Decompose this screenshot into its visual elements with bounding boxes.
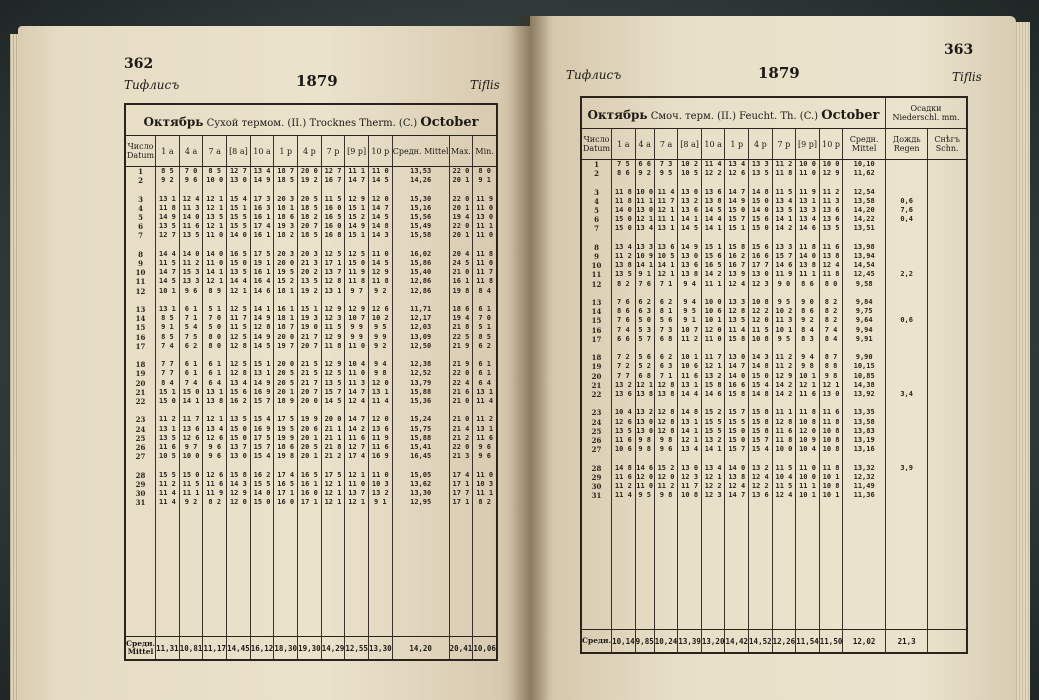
values-column: 8 5 10 0 12 1 12 1 13 5 12 1 11 0 14 0 11 0 14 1 12 1 8 9 5 1 7 0 5 0 8 0 8 0 6 1 6 1 6 4 13 1 13 8 12 1 13 4 12 6 9 6 9 6 12 6 11 6 11 9 8 2 [203, 167, 227, 637]
column-header: Средн. Mittel [843, 129, 886, 160]
title-description: Смоч. терм. (II.) Feucht. Th. (C.) [647, 110, 822, 122]
mean-value: 12,02 [843, 630, 886, 654]
year-heading: 1879 [758, 64, 800, 82]
mean-value: 13,30 [369, 637, 393, 661]
values-column: 11 2 11 8 11 5 13 4 13 5 14 1 14 2 13 3 15 7 14 6 11 9 9 0 9 5 10 2 11 3 10 1 9 5 11 2 11 2 12 9 14 2 14 2 11 1 12 8 11 6 11 8 10 0 11 5 10 4 11 5 12 4 [772, 160, 796, 630]
values-column: 12 7 16 7 11 5 16 0 16 5 16 0 16 8 12 5 17 1 13 7 12 8 13 1 12 9 12 3 11 5 12 9 11 8 12 9 12 5 13 5 15 7 14 5 20 0 21 1 21 1 21 8 21 2 17 5 12 1 12 1 12 1 [321, 167, 345, 637]
mean-value: 13,20 [701, 630, 725, 654]
column-header-row [581, 129, 967, 160]
daily-values-row [125, 167, 497, 637]
day-numbers-column: 1 2 3 4 5 6 7 8 9 10 11 12 13 14 15 16 17 18 19 20 21 22 23 24 25 26 27 28 29 30 31 [581, 160, 612, 630]
values-column: 8 5 9 2 13 1 11 8 14 9 13 5 12 7 14 4 11 5 14 7 14 5 10 1 13 1 8 5 9 1 8 5 7 4 7 7 7 7 8 4 15 1 15 0 11 2 13 1 13 5 11 6 10 5 15 5 11 2 11 4 11 4 [156, 167, 180, 637]
values-column: 13 4 12 6 14 7 14 9 15 0 15 7 15 1 15 8 16 2 16 7 13 9 12 4 13 3 12 8 13 5 11 4 15 8 13 0 14 7 14 0 16 6 15 8 15 7 15 5 15 0 15 0 15 7 14 0 13 8 12 4 14 7 [725, 160, 749, 630]
mean-value: 12,26 [772, 630, 796, 654]
mean-value: 11,17 [203, 637, 227, 661]
values-column: 10 0 12 9 11 2 11 3 13 6 13 6 13 5 11 6 13 8 12 4 11 8 8 0 8 2 8 2 8 2 7 4 8 4 8 7 8 8 9 8 12 1 13 0 11 6 11 8 10 8 10 8 10 8 11 8 10 1 10 8 10 1 [819, 160, 843, 630]
mean-value: 12,55 [345, 637, 369, 661]
values-column: 6 6 9 2 10 0 11 1 13 0 12 1 13 4 13 3 10 9 14 1 9 1 7 6 6 2 6 3 5 0 5 3 5 7 5 6 5 2 6 8 12 1 13 8 13 2 13 0 13 0 9 8 9 8 14 6 12 0 11 0 9 5 [635, 160, 654, 630]
column-header: Дождь Regen [885, 129, 927, 160]
values-column: 7 0 9 6 12 4 11 3 14 0 11 6 13 5 14 0 11 2 15 3 13 3 9 6 6 1 7 1 5 4 7 5 6 2 6 1 6 1 7 4 15 0 14 1 11 7 13 6 12 6 9 7 10 0 15 0 11 5 11 1 9 2 [179, 167, 203, 637]
column-header: 4 p [298, 136, 322, 167]
values-column: 11 4 12 2 13 6 13 8 14 5 14 4 14 1 15 1 15 6 16 5 14 2 11 1 10 0 10 6 10 1 12 0 11 0 11 7 12 1 13 2 15 8 14 6 15 2 15 5 15 5 13 2 14 1 13 4 12 1 12 2 12 3 [701, 160, 725, 630]
column-header: 10 a [250, 136, 274, 167]
values-column: 13,53 14,26 15,30 15,16 15,56 15,49 15,58 16,02 15,86 15,40 12,86 12,86 11,71 12,17 12,03 13,09 12,50 12,38 12,52 13,79 15,88 15,36 15,24 15,75 15,88 15,41 16,45 15,05 13,62 13,30 12,95 [392, 167, 449, 637]
mean-value [928, 630, 967, 654]
column-header: 7 p [321, 136, 345, 167]
values-column: 13 4 14 9 17 3 16 3 16 1 17 4 16 1 17 5 19 1 16 1 16 4 14 6 14 1 14 9 12 8 14 9 14 5 15 1 13 1 14 9 16 9 15 7 15 4 16 9 17 5 15 7 15 4 16 2 15 5 14 0 15 0 [250, 167, 274, 637]
title-en: October [420, 114, 479, 130]
precipitation-group-header: Осадки Niederschl. mm. [885, 97, 967, 129]
column-header: 7 p [772, 129, 796, 160]
page-number: 362 [124, 56, 154, 72]
mean-value: 19,30 [298, 637, 322, 661]
mean-label: Средн. [581, 630, 612, 654]
column-header: 10 p [819, 129, 843, 160]
title-en: October [821, 107, 880, 123]
table-title-row [125, 104, 497, 136]
mean-value: 11,50 [819, 630, 843, 654]
wet-thermometer-table [580, 96, 968, 654]
column-header: 1 a [156, 136, 180, 167]
title-ru: Октябрь [587, 107, 648, 122]
column-header: 1 p [725, 129, 749, 160]
mean-value: 9,85 [635, 630, 654, 654]
mean-value: 14,29 [321, 637, 345, 661]
values-column: 7 3 9 5 11 4 11 7 12 1 11 1 13 1 13 6 10 5 14 1 12 1 7 1 6 2 8 1 5 6 7 3 6 8 6 2 6 3 7 1 12 8 13 8 12 8 12 8 12 8 9 8 9 6 15 2 12 0 11 2 9 8 [654, 160, 678, 630]
mean-value: 14,45 [227, 637, 251, 661]
book-gutter-shadow [510, 16, 550, 700]
mean-label: Средн. Mittel [125, 637, 156, 661]
column-header: Средн. Mittel [392, 136, 449, 167]
values-column: 18 7 18 5 20 3 18 1 18 6 19 3 18 2 20 3 20 0 19 5 15 2 18 1 16 1 18 1 18 7 20 0 19 7 20 0 20 5 20 5 20 1 18 9 17 5 19 5 19 9 18 6 19 8 17 4 16 5 17 1 16 0 [274, 167, 298, 637]
place-name-latin: Tiflis [952, 70, 982, 84]
mean-value: 14,52 [749, 630, 773, 654]
mean-value: 10,24 [654, 630, 678, 654]
table-title [125, 104, 497, 136]
values-column: 20 0 19 2 20 5 18 5 18 2 20 7 18 5 20 3 21 3 20 2 13 5 19 2 15 1 19 3 19 0 21 7 20 7 21 5 21 5 21 7 20 7 20 0 19 9 20 6 20 1 20 5 20 1 16 5 16 1 16 0 17 1 [298, 167, 322, 637]
daily-values-row [581, 160, 967, 630]
values-column: 11 1 14 7 12 9 15 1 15 2 14 9 15 1 12 5 15 0 11 9 11 8 9 7 12 9 10 7 9 9 9 9 11 0 10 4 11 0 11 3 14 7 12 4 14 7 14 2 11 6 12 7 17 4 12 1 11 0 13 7 12 1 [345, 167, 369, 637]
left-page [18, 26, 530, 700]
right-page-edges [1016, 22, 1030, 700]
title-ru: Октябрь [143, 114, 204, 129]
mean-value: 10,81 [179, 637, 203, 661]
column-header: 10 p [369, 136, 393, 167]
place-name: Тифлисъ [566, 68, 622, 82]
column-header: [9 p] [796, 129, 820, 160]
column-header: Min. [473, 136, 497, 167]
place-name: Тифлисъ [124, 78, 180, 92]
values-column [928, 160, 967, 630]
place-name-latin: Tiflis [470, 78, 500, 92]
values-column: 8 0 9 1 11 9 11 0 13 0 11 1 11 0 11 8 11 0 11 7 11 8 8 4 6 1 7 0 5 1 8 5 6 2 6 1 6 1 6 4 13 1 11 4 11 2 13 1 11 6 9 6 9 6 11 0 10 3 11 1 8 2 [473, 167, 497, 637]
page-number: 363 [944, 42, 974, 58]
column-header: 4 a [179, 136, 203, 167]
values-column: 10 0 11 0 11 9 13 1 13 3 13 4 14 6 11 8 14 0 13 8 11 1 8 6 9 0 8 6 9 2 8 4 8 3 9 4 9 8 10 1 12 1 11 6 11 8 10 8 12 0 10 9 10 4 11 0 10 0 11 1 10 1 [796, 160, 820, 630]
right-page [530, 16, 1016, 700]
open-book [18, 4, 1028, 700]
column-header-row [125, 136, 497, 167]
mean-value: 18,30 [274, 637, 298, 661]
mean-value: 10,06 [473, 637, 497, 661]
values-column: 0,6 7,6 0,4 2,2 0,6 3,4 3,9 [885, 160, 927, 630]
values-column: 10 2 10 5 13 0 13 2 13 6 14 1 14 5 14 9 13 0 13 6 13 8 9 4 9 4 9 5 9 1 10 7 11 2 10 1 10 6 11 6 13 1 14 4 14 8 13 1 14 1 12 1 13 4 13 0 12 3 11 7 10 8 [678, 160, 702, 630]
mean-value: 21,3 [885, 630, 927, 654]
mean-value: 16,12 [250, 637, 274, 661]
mean-value: 11,31 [156, 637, 180, 661]
mean-value: 10,14 [612, 630, 636, 654]
monthly-mean-row [125, 637, 497, 661]
values-column: 22 0 20 1 22 0 20 1 19 4 22 0 20 1 20 4 24 5 21 0 16 1 19 8 18 6 19 4 21 8 22 5 21 9 21 9 22 0 22 4 21 6 21 0 21 0 21 4 21 2 22 0 21 3 17 4 17 1 17 7 17 1 [449, 167, 473, 637]
values-column: 7 5 8 6 11 8 11 8 14 0 15 0 15 0 13 4 11 2 13 8 13 5 8 2 7 6 8 6 7 6 7 4 6 6 7 2 7 2 7 7 13 2 13 6 10 4 12 6 13 5 11 6 10 6 14 8 11 6 11 2 11 4 [612, 160, 636, 630]
mean-value: 11,54 [796, 630, 820, 654]
mean-value: 13,39 [678, 630, 702, 654]
mean-value: 14,20 [392, 637, 449, 661]
monthly-mean-row [581, 630, 967, 654]
values-column: 12 7 13 0 15 4 15 1 15 5 15 5 14 0 16 5 15 0 13 5 14 4 12 1 12 5 11 7 11 5 12 5 12 8 12 5 12 8 13 4 15 6 16 2 13 5 15 0 15 0 13 7 13 0 15 8 14 3 12 9 12 0 [227, 167, 251, 637]
mean-value: 14,42 [725, 630, 749, 654]
column-header: 7 a [654, 129, 678, 160]
column-header: 1 a [612, 129, 636, 160]
column-header-day: Число Datum [125, 136, 156, 167]
values-column: 13 3 13 5 14 8 15 0 14 0 15 6 15 0 15 6 16 6 17 7 13 0 12 3 10 8 12 2 12 0 11 5 10 8 14 3 14 8 15 0 15 4 14 8 15 8 15 8 15 8 15 7 15 4 13 2 12 4 12 2 13 6 [749, 160, 773, 630]
day-numbers-column: 1 2 3 4 5 6 7 8 9 10 11 12 13 14 15 16 17 18 19 20 21 22 23 24 25 26 27 28 29 30 31 [125, 167, 156, 637]
column-header-day: Число Datum [581, 129, 612, 160]
values-column: 10,10 11,62 12,54 13,58 14,20 14,22 13,51 13,98 13,94 14,54 12,45 9,58 9,84 9,75 9,64 9,94 9,91 9,90 10,15 10,85 14,38 13,92 13,35 13,58 13,83 13,19 13,16 13,32 12,32 11,49 11,36 [843, 160, 886, 630]
column-header: [8 a] [227, 136, 251, 167]
title-description: Сухой термом. (II.) Trocknes Therm. (C.) [203, 117, 421, 129]
column-header: [9 p] [345, 136, 369, 167]
column-header: 4 a [635, 129, 654, 160]
table-title-row [581, 97, 967, 129]
values-column: 11 0 14 5 12 0 14 7 14 5 14 8 14 3 11 0 14 5 12 9 11 8 9 2 12 6 10 2 9 5 9 9 9 2 9 4 9 8 12 0 13 1 11 4 12 0 13 6 11 9 11 6 16 9 11 0 10 3 13 2 9 1 [369, 167, 393, 637]
year-heading: 1879 [296, 72, 338, 90]
column-header: 1 p [274, 136, 298, 167]
column-header: [8 a] [678, 129, 702, 160]
dry-thermometer-table [124, 103, 498, 661]
column-header: 7 a [203, 136, 227, 167]
column-header: Снѣгъ Schn. [928, 129, 967, 160]
column-header: 4 p [749, 129, 773, 160]
column-header: Max. [449, 136, 473, 167]
table-title [581, 97, 885, 129]
column-header: 10 a [701, 129, 725, 160]
mean-value: 20,41 [449, 637, 473, 661]
